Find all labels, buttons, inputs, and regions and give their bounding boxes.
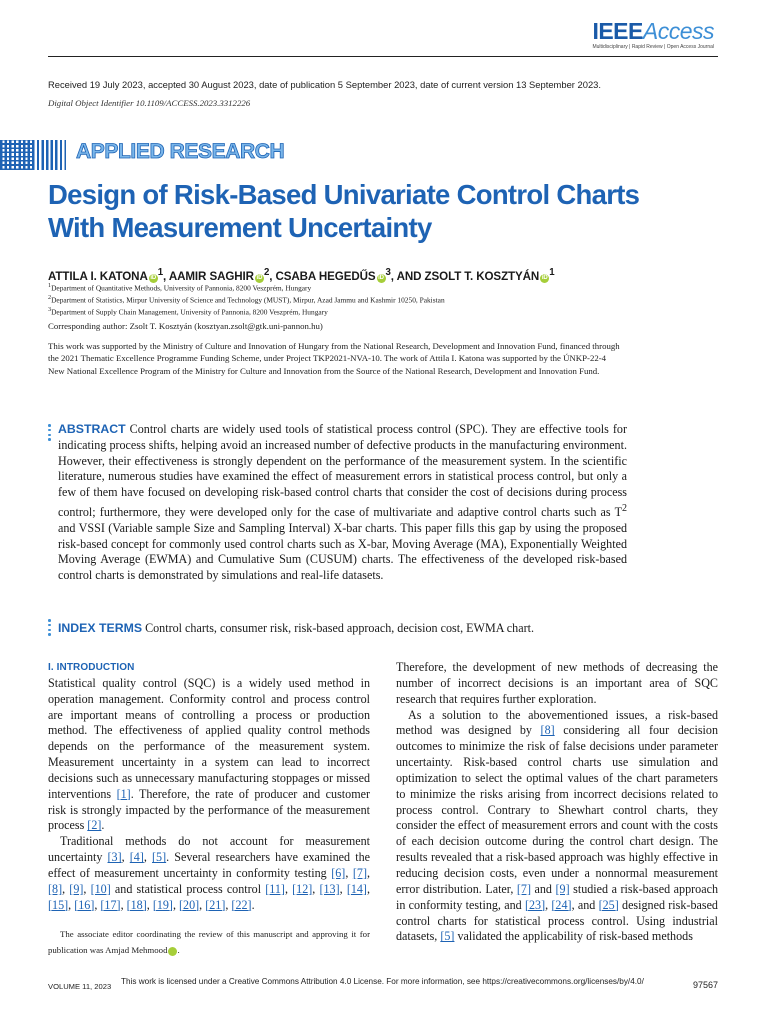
citation-link[interactable]: [16] <box>74 897 95 912</box>
abstract <box>58 422 627 584</box>
author-name: , AND ZSOLT T. KOSZTYÁN <box>390 269 540 283</box>
text-run: designed risk-based control charts for statistical process control. Using industrial datasets, <box>396 897 718 944</box>
index-terms-text: Control charts, consumer risk, risk-based approach, decision cost, EWMA chart. <box>142 621 534 635</box>
right-column <box>396 660 718 945</box>
citation-link[interactable]: [12] <box>292 881 313 896</box>
text-run: considering all four decision outcomes to minimize the risk of false decisions under parameter uncertainty. Risk-based control charts use simulation and optimization to select the optimal values of the chart parameters to minimize the risks arising from incorrect decisions related to process control. Contrary to Shewhart control charts, they consider the effect of measurement errors and count with the costs of each decision outcome during the control chart design. The results revealed that a risk-based approach was highly effective in reducing decision costs, even under a nonnormal measurement error distribution. Later, <box>396 723 718 896</box>
text-run: . Several researchers have examined the effect of measurement uncertainty in conformity testing <box>48 850 370 880</box>
citation-link[interactable]: [14] <box>346 881 367 896</box>
orcid-icon[interactable]: iD <box>150 274 157 281</box>
affiliation-number: 1 <box>48 283 52 289</box>
editor-footnote: The associate editor coordinating the review of this manuscript and approving it for publication was Amjad Mehmood iD. <box>48 929 370 955</box>
journal-logo <box>590 18 714 50</box>
page-number: 97567 <box>692 980 718 990</box>
author-name: , CSABA HEGEDŰS <box>269 269 376 283</box>
paragraph: Therefore, the development of new methods of decreasing the number of incorrect decisions is an important area of SQC research that requires further exploration. <box>396 660 718 706</box>
index-terms-label: INDEX TERMS <box>58 621 143 635</box>
text-run: , and <box>571 897 599 912</box>
author-name: ATTILA I. KATONA <box>48 269 148 283</box>
abstract-superscript: 2 <box>621 502 627 514</box>
citation-link[interactable]: [6] <box>331 865 346 880</box>
affiliation-text: Department of Supply Chain Management, University of Pannonia, 8200 Veszprém, Hungary <box>51 307 328 317</box>
author-name: , AAMIR SAGHIR <box>163 269 254 283</box>
affiliation-number: 3 <box>48 307 52 313</box>
index-terms <box>58 621 534 636</box>
citation-link[interactable]: [9] <box>69 881 84 896</box>
citation-link[interactable]: [19] <box>152 897 173 912</box>
citation-link[interactable]: [7] <box>352 865 367 880</box>
citation-link[interactable]: [5] <box>440 929 455 944</box>
citation-link[interactable]: [25] <box>598 897 619 912</box>
text-run: Statistical quality control (SQC) is a widely used method in operation management. Conformity control and process control are important means of controlling a process or production method. The effectiveness of applied quality control methods depends on the performance of the measurement system. Measurement uncertainty in a system can lead to incorrect decisions such as unnecessary manufacturing stoppages or missed interventions <box>48 675 370 801</box>
text-run: . <box>251 897 255 912</box>
paper-title: Design of Risk-Based Univariate Control Charts With Measurement Uncertainty <box>48 179 640 243</box>
citation-link[interactable]: [2] <box>87 818 102 833</box>
journal-tagline: Multidisciplinary | Rapid Review | Open Access Journal <box>592 44 714 50</box>
abstract-text: Control charts are widely used tools of statistical process control (SPC). They are effective tools for indicating process shifts, helping avoid an increased number of defective products in the manufacturing environment. However, their effectiveness is strongly dependent on the performance of the measurement system. In the scientific literature, numerous studies have examined the effect of measurement errors in statistical process control, but only a few of them have focused on developing risk-based control charts that consider the cost of decisions during process control; furthermore, they were developed only for the case of multivariate and adaptive control charts such as T <box>58 422 627 520</box>
citation-link[interactable]: [23] <box>524 897 546 912</box>
paragraph <box>48 676 370 834</box>
abstract-text: and VSSI (Variable sample Size and Sampling Interval) X-bar charts. This paper fills this gap by using the proposed risk-based concept for commonly used control charts such as X-bar, Moving Average (MA), Exponentially Weighted Moving Average (EWMA) and Cumulative Sum (CUSUM) charts. The effectiveness of the developed risk-based control charts is demonstrated by simulations and real-life datasets. <box>58 520 627 583</box>
affiliation <box>48 307 328 316</box>
author-affiliation-sup: 2 <box>263 267 270 278</box>
text-run: and statistical process control <box>110 881 266 896</box>
footnote-text: The associate editor coordinating the review of this manuscript and approving it for publication was Amjad Mehmood <box>48 929 370 955</box>
citation-link[interactable]: [17] <box>100 897 121 912</box>
text-run: . Therefore, the rate of producer and customer risk is strongly impacted by the performance of the measurement process <box>48 786 371 833</box>
author-list <box>48 267 555 283</box>
citation-link[interactable]: [7] <box>516 881 531 896</box>
corresponding-author: Corresponding author: Zsolt T. Kosztyán (kosztyan.zsolt@gtk.uni-pannon.hu) <box>48 321 323 331</box>
text-run: and <box>531 881 556 896</box>
doi: Digital Object Identifier 10.1109/ACCESS.2023.3312226 <box>48 98 251 108</box>
text-run: validated the applicability of risk-based methods <box>454 929 693 944</box>
header-rule <box>48 56 718 57</box>
funding-statement: This work was supported by the Ministry of Culture and Innovation of Hungary from the National Research, Development and Innovation Fund, financed through the 2021 Thematic Excellence Programme Funding Scheme, under Project TKP2021-NVA-10. The work of Attila I. Katona was supported by the ÚNKP-22-4 New National Excellence Program of the Ministry for Culture and Innovation from the Source of the National Research, Development and Innovation Fund. <box>48 341 620 376</box>
orcid-icon[interactable]: iD <box>168 947 177 956</box>
citation-link[interactable]: [1] <box>116 786 131 801</box>
paragraph: As a solution to the abovementioned issues, a risk-based method was designed by [8] considering all four decision outcomes to minimize the risk of false decisions under parameter uncertainty. Risk-based control charts use simulation and optimization to select the optimal values of the chart parameters to minimize the risks arising from incorrect decisions related to process control. Contrary to Shewhart control charts, they consider the effect of measurement errors and count with the costs of each decision outcome during the control chart design. The results revealed that a risk-based approach was highly effective in reducing decision costs, even under a nonnormal measurement error distribution. Later, [7] and [9] studied a risk-based approach in conformity testing, and [23], [24], and [25] designed risk-based control charts for statistical process control. Using industrial datasets, [5] validated the applicability of risk-based methods <box>396 707 718 944</box>
text-run: As a solution to the abovementioned issues, a risk-based method was designed by <box>396 707 718 738</box>
citation-link[interactable]: [8] <box>48 881 63 896</box>
citation-link[interactable]: [21] <box>205 897 226 912</box>
citation-link[interactable]: [15] <box>48 897 69 912</box>
citation-link[interactable]: [10] <box>90 881 111 896</box>
citation-link[interactable]: [13] <box>319 881 340 896</box>
orcid-icon[interactable]: iD <box>378 274 384 281</box>
citation-link[interactable]: [4] <box>129 850 144 865</box>
text-run: studied a risk-based approach in conformity testing, and <box>396 881 718 912</box>
citation-link[interactable]: [24] <box>551 897 572 912</box>
citation-link[interactable]: [22] <box>231 897 252 912</box>
section-type-banner <box>0 134 300 174</box>
author-affiliation-sup: 1 <box>549 267 555 278</box>
paragraph: Traditional methods do not account for measurement uncertainty [3], [4], [5]. Several researchers have examined the effect of measurement uncertainty in conformity testing [6], [7], [8], [9], [10] and statistical process control [11], [12], [13], [14], [15], [16], [17], [18], [19], [20], [21], [22]. <box>48 834 371 912</box>
citation-link[interactable]: [11] <box>265 881 285 896</box>
index-terms-dots-icon <box>48 619 51 638</box>
logo-access: Access <box>642 18 714 44</box>
orcid-icon[interactable]: iD <box>256 274 263 281</box>
citation-link[interactable]: [8] <box>540 723 555 738</box>
abstract-label: ABSTRACT <box>58 422 126 436</box>
section-heading: I. INTRODUCTION <box>48 662 135 673</box>
affiliation-text: Department of Quantitative Methods, University of Pannonia, 8200 Veszprém, Hungary <box>51 283 312 293</box>
citation-link[interactable]: [3] <box>107 850 122 865</box>
affiliation-text: Department of Statistics, Mirpur University of Science and Technology (MUST), Mirpur, Azad Jammu and Kashmir 10250, Pakistan <box>51 295 445 305</box>
left-column <box>48 660 370 914</box>
text-run: . <box>101 818 105 833</box>
abstract-dots-icon <box>48 424 51 443</box>
banner-bars-icon <box>0 140 66 170</box>
license-notice: This work is licensed under a Creative Commons Attribution 4.0 License. For more information, see https://creativecommons.org/licenses/by/4.0/ <box>121 977 644 986</box>
author-affiliation-sup: 3 <box>385 267 391 278</box>
citation-link[interactable]: [18] <box>126 897 147 912</box>
affiliation-number: 2 <box>48 295 52 301</box>
author-affiliation-sup: 1 <box>157 267 164 278</box>
logo-ieee: IEEE <box>592 18 643 44</box>
affiliation <box>48 295 445 304</box>
citation-link[interactable]: [5] <box>152 850 167 865</box>
section-type-label: APPLIED RESEARCH <box>76 140 285 163</box>
affiliation <box>48 283 311 292</box>
citation-link[interactable]: [9] <box>555 881 570 896</box>
citation-link[interactable]: [20] <box>179 897 200 912</box>
text-run: Traditional methods do not account for measurement uncertainty <box>48 834 370 865</box>
received-dates: Received 19 July 2023, accepted 30 August 2023, date of publication 5 September 2023, date of current version 13 September 2023. <box>48 79 601 90</box>
volume-label: VOLUME 11, 2023 <box>48 982 112 991</box>
orcid-icon[interactable]: iD <box>541 274 548 281</box>
